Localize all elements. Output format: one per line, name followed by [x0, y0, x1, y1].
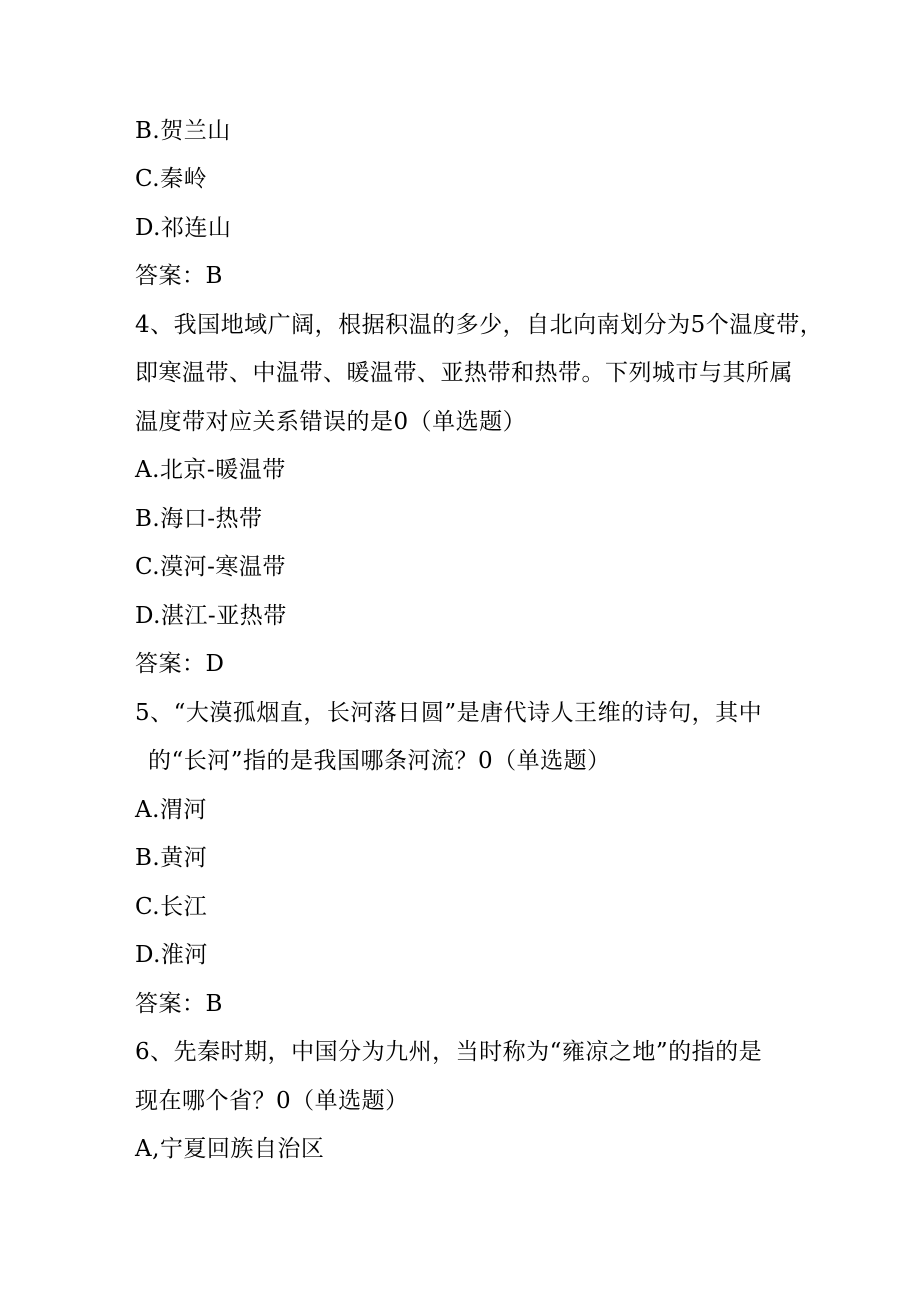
q4-answer: 答案：D — [135, 651, 225, 677]
q5-stem-line-1: 5、“大漠孤烟直，长河落日圆”是唐代诗人王维的诗句，其中 — [135, 700, 763, 726]
q6-stem-line-2: 现在哪个省？0（单选题） — [135, 1088, 409, 1114]
q3-option-c: C.秦岭 — [135, 166, 208, 192]
q4-option-b: B.海口-热带 — [135, 506, 263, 532]
q5-option-d: D.淮河 — [135, 942, 208, 968]
q5-option-a: A.渭河 — [135, 797, 207, 823]
q6-option-a: A,宁夏回族自治区 — [135, 1136, 325, 1162]
q5-option-c: C.长江 — [135, 894, 208, 920]
q3-option-d: D.祁连山 — [135, 215, 232, 241]
q3-answer: 答案：B — [135, 263, 223, 289]
q4-option-a: A.北京-暖温带 — [135, 457, 286, 483]
q4-stem-line-2: 即寒温带、中温带、暖温带、亚热带和热带。下列城市与其所属 — [135, 360, 793, 386]
q6-stem-line-1: 6、先秦时期，中国分为九州，当时称为“雍凉之地”的指的是 — [135, 1039, 763, 1065]
q5-stem-line-2: 的“长河”指的是我国哪条河流？0（单选题） — [148, 748, 611, 774]
q3-option-b: B.贺兰山 — [135, 118, 231, 144]
q5-option-b: B.黄河 — [135, 845, 208, 871]
q4-stem-line-1: 4、我国地域广阔，根据积温的多少，自北向南划分为5个温度带， — [135, 312, 824, 338]
q4-stem-line-3: 温度带对应关系错误的是0（单选题） — [135, 409, 527, 435]
q4-option-c: C.漠河-寒温带 — [135, 554, 286, 580]
q5-answer: 答案：B — [135, 991, 223, 1017]
q4-option-d: D.湛江-亚热带 — [135, 603, 287, 629]
